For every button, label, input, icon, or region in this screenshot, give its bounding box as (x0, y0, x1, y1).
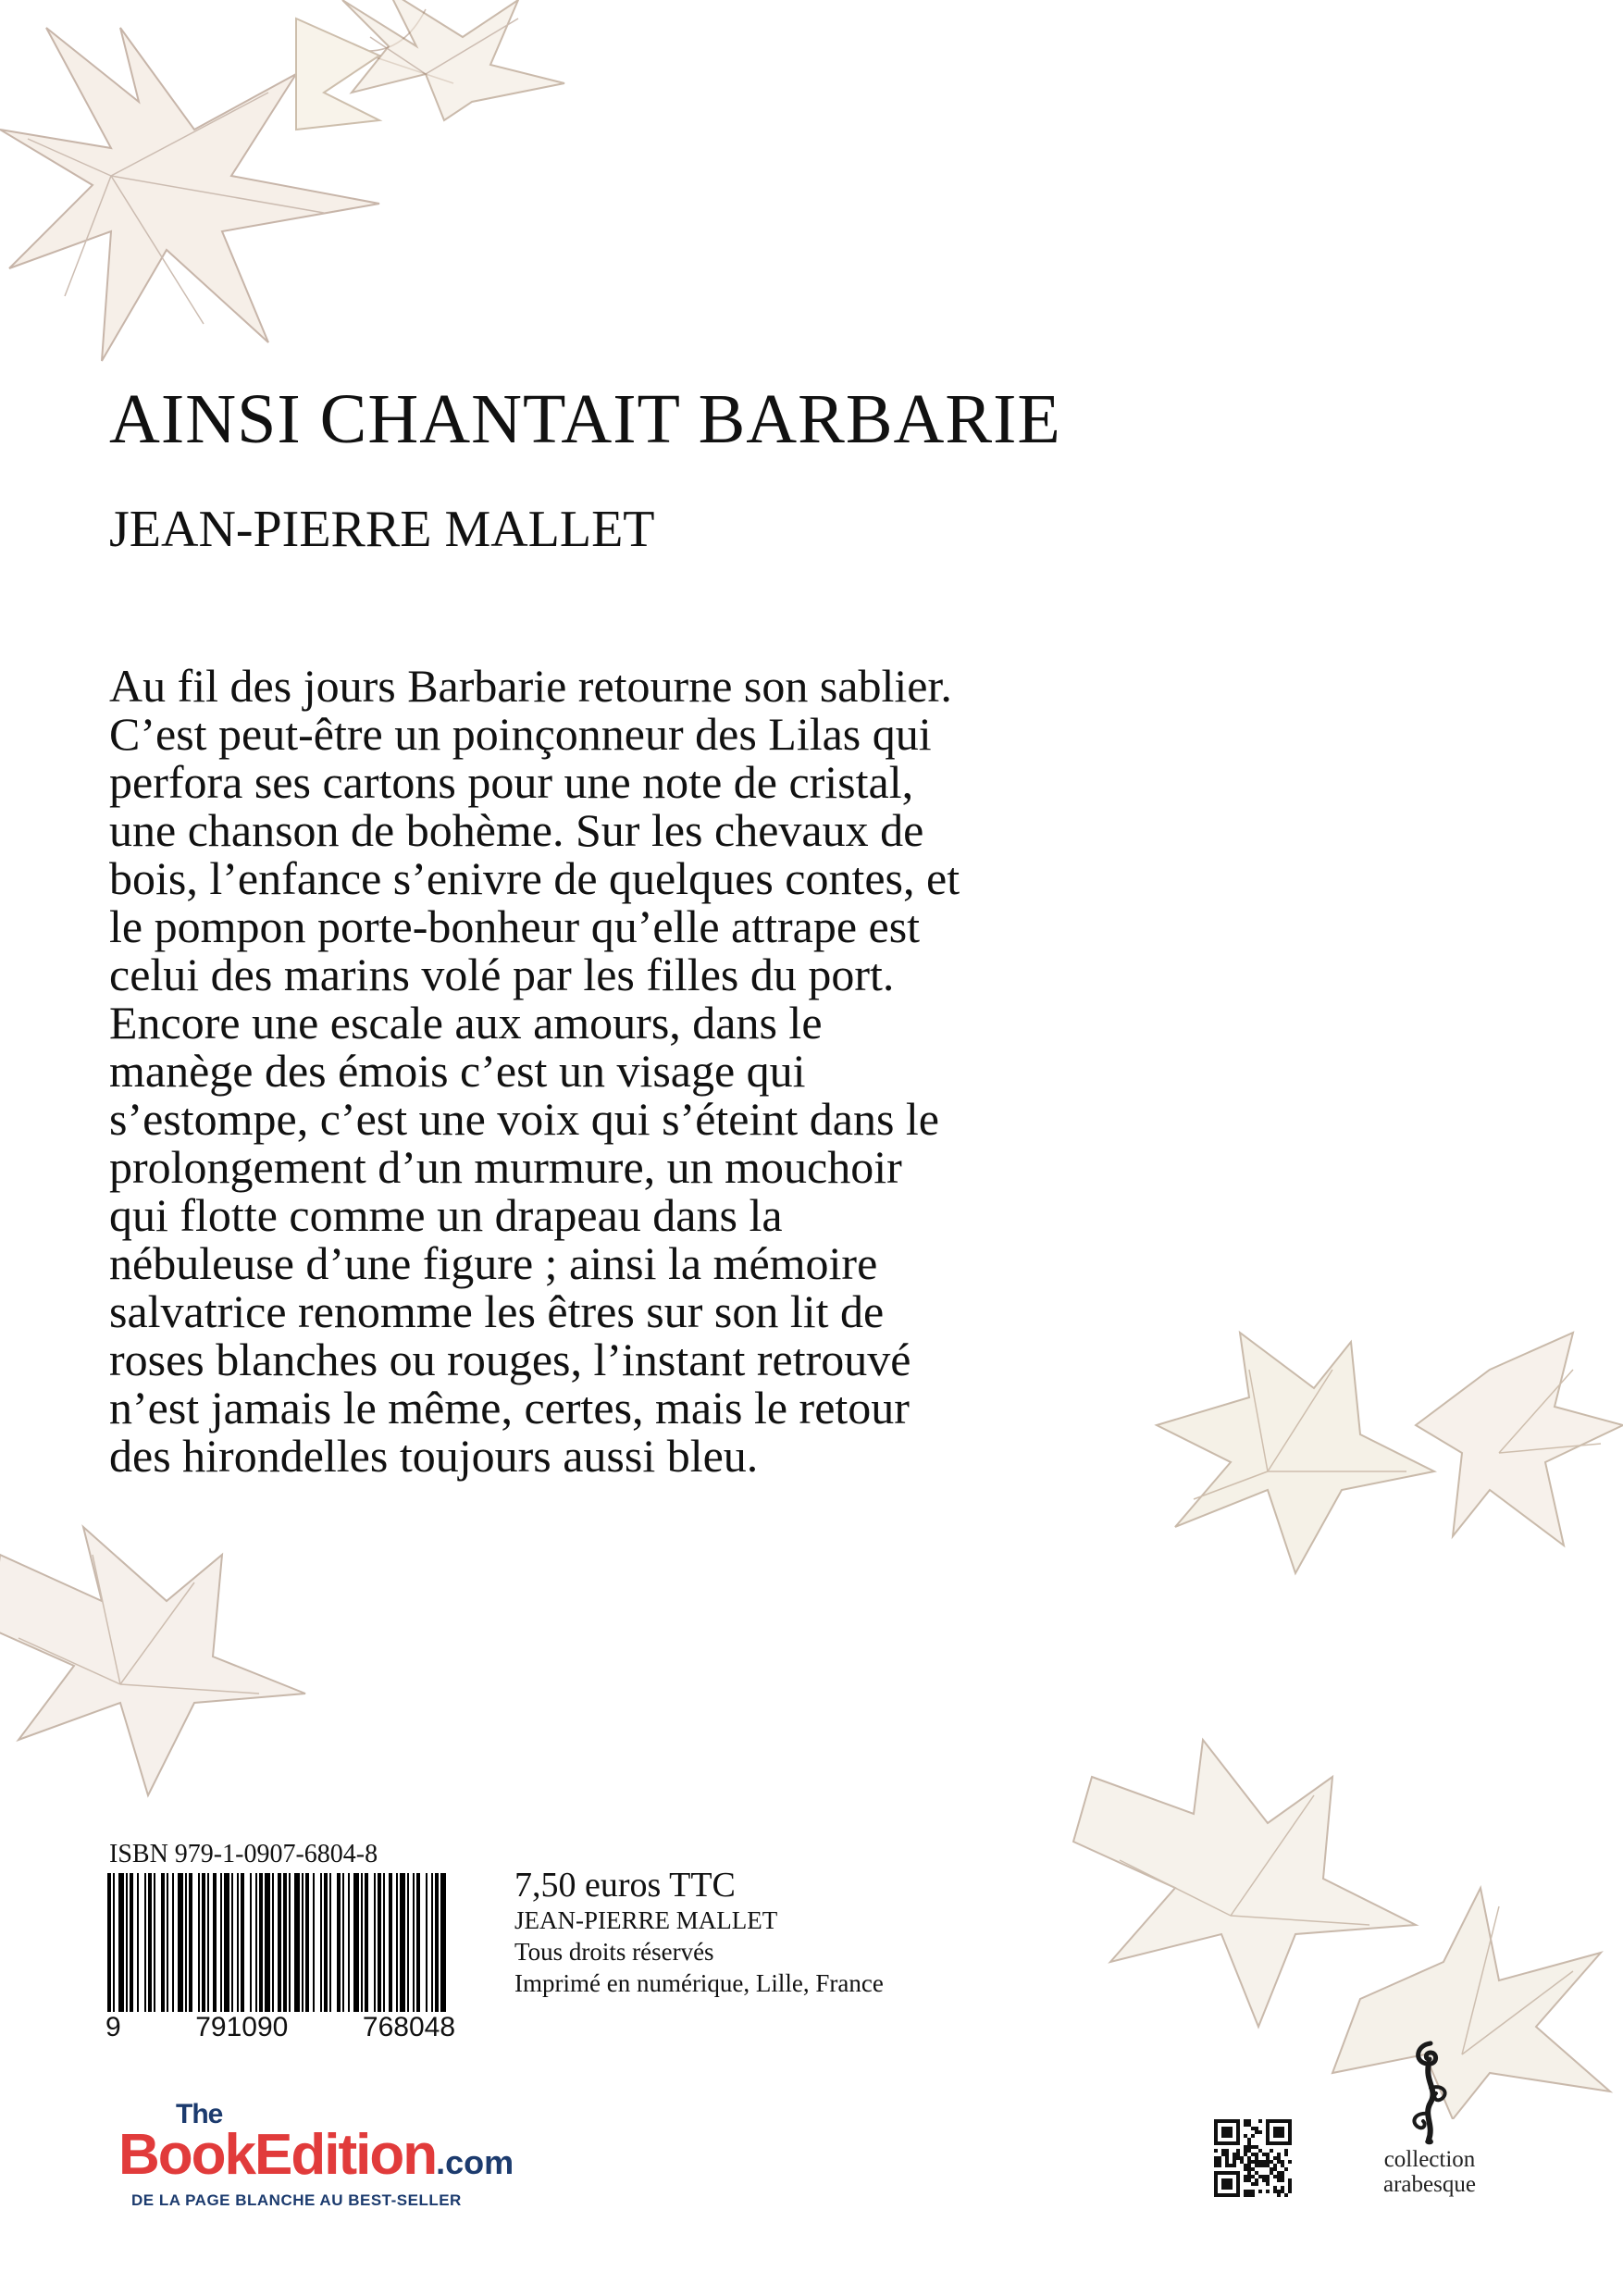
blurb-line: une chanson de bohème. Sur les chevaux de (109, 804, 924, 856)
rights-notice: Tous droits réservés (514, 1938, 714, 1966)
leaf-illustration-top-center (333, 0, 574, 130)
blurb-line: salvatrice renomme les êtres sur son lit de (109, 1285, 885, 1337)
logo-tagline: DE LA PAGE BLANCHE AU BEST-SELLER (131, 2191, 462, 2209)
logo-the: The (176, 2099, 223, 2129)
barcode-digits (105, 2012, 455, 2043)
barcode (104, 1873, 455, 2012)
blurb-line: qui flotte comme un drapeau dans la (109, 1189, 783, 1241)
blurb-line: le pompon porte-bonheur qu’elle attrape est (109, 900, 921, 952)
arabesque-emblem-icon (1397, 2036, 1462, 2147)
isbn-label: ISBN 979-1-0907-6804-8 (109, 1840, 378, 1868)
barcode-digit-group: 791090 (195, 2012, 289, 2042)
leaf-illustration-left-bottom (0, 1518, 370, 1814)
book-author: JEAN-PIERRE MALLET (109, 501, 655, 558)
blurb-line: Encore une escale aux amours, dans le (109, 997, 823, 1049)
blurb-line: s’estompe, c’est une voix qui s’éteint dans le (109, 1093, 939, 1145)
logo-brand-tld: .com (436, 2143, 514, 2181)
blurb-line: nébuleuse d’une figure ; ainsi la mémoire (109, 1237, 878, 1289)
blurb-line: C’est peut-être un poinçonneur des Lilas qui (109, 708, 932, 760)
blurb-line: n’est jamais le même, certes, mais le retour (109, 1382, 910, 1433)
qr-code (1214, 2119, 1292, 2197)
blurb-line: prolongement d’un murmure, un mouchoir (109, 1141, 902, 1193)
blurb-line: Au fil des jours Barbarie retourne son sablier. (109, 660, 952, 712)
collection-name: arabesque (1383, 2172, 1476, 2197)
imprint-block (514, 1866, 884, 1999)
logo-brand-main: BookEdition (118, 2123, 437, 2187)
price: 7,50 euros TTC (514, 1866, 736, 1905)
blurb-line: manège des émois c’est un visage qui (109, 1045, 806, 1097)
blurb-line: perfora ses cartons pour une note de cristal, (109, 756, 914, 808)
imprint-author: JEAN-PIERRE MALLET (514, 1906, 778, 1934)
collection-label: collection (1383, 2147, 1476, 2172)
leaf-illustration-bottom-right (1055, 1721, 1623, 2119)
collection-emblem (1360, 2036, 1499, 2197)
blurb-line: celui des marins volé par les filles du port. (109, 949, 895, 1000)
book-title: AINSI CHANTAIT BARBARIE (109, 380, 1061, 458)
logo-brand (118, 2125, 514, 2201)
blurb (109, 662, 1257, 1480)
barcode-digit-group: 9 (105, 2012, 121, 2042)
blurb-line: bois, l’enfance s’enivre de quelques contes, et (109, 852, 960, 904)
blurb-line: des hirondelles toujours aussi bleu. (109, 1430, 759, 1482)
printing-notice: Imprimé en numérique, Lille, France (514, 1969, 884, 1997)
barcode-digit-group: 768048 (362, 2012, 455, 2042)
blurb-line: roses blanches ou rouges, l’instant retrouvé (109, 1334, 911, 1385)
